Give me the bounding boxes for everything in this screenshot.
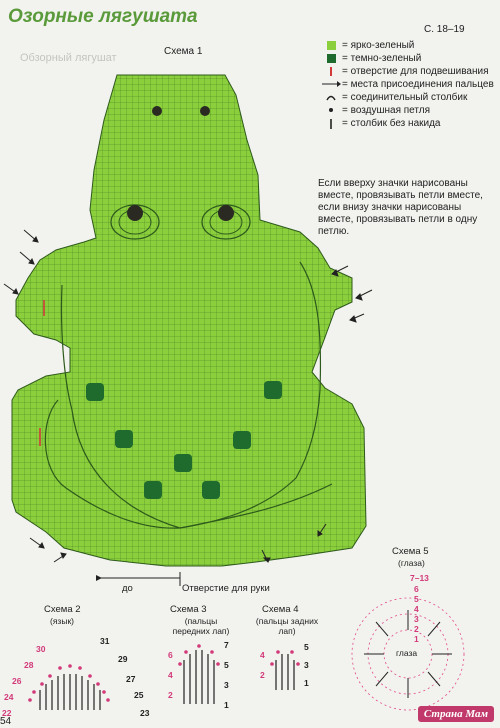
legend-text: = ярко-зеленый — [342, 40, 415, 51]
ghost-text: Обзорный лягушат — [20, 52, 117, 64]
legend-text: = столбик без накида — [342, 118, 441, 129]
legend-text: = отверстие для подвешивания — [342, 66, 489, 77]
scheme5-num: 1 — [414, 634, 419, 644]
scheme1-label: Схема 1 — [164, 46, 203, 57]
scheme3-num: 1 — [224, 700, 229, 710]
do-label: до — [122, 583, 133, 594]
scheme4-num: 1 — [304, 678, 309, 688]
scheme5-num: 6 — [414, 584, 419, 594]
arrow-icon — [96, 575, 102, 581]
scheme2-num: 25 — [134, 690, 144, 700]
scheme5-range: 7–13 — [410, 573, 429, 583]
scheme2-num: 22 — [2, 708, 12, 718]
scheme3-num: 4 — [168, 670, 173, 680]
watermark-logo: Страна Мам — [418, 706, 494, 722]
legend-text: = воздушная петля — [342, 105, 431, 116]
scheme2-num: 23 — [140, 708, 150, 718]
scheme5-num: 5 — [414, 594, 419, 604]
hand-hole-label: Отверстие для руки — [182, 583, 270, 594]
nostril-left — [152, 106, 162, 116]
scheme2-subtitle: (язык) — [50, 616, 74, 626]
scheme4-diagram — [276, 654, 294, 690]
scheme2-title: Схема 2 — [44, 604, 81, 615]
page-number: 54 — [0, 716, 12, 727]
scheme3-diagram — [184, 650, 214, 704]
legend-text: = места присоединения пальцев — [342, 79, 494, 90]
scheme2-num: 27 — [126, 674, 136, 684]
scheme3-num: 2 — [168, 690, 173, 700]
scheme3-num: 6 — [168, 650, 173, 660]
legend-text: = соединительный столбик — [342, 92, 468, 103]
scheme2-num: 26 — [12, 676, 22, 686]
scheme2-num: 29 — [118, 654, 128, 664]
scheme5-num: 4 — [414, 604, 419, 614]
scheme2-num: 31 — [100, 636, 110, 646]
scheme4-title: Схема 4 — [262, 604, 299, 615]
scheme2-diagram — [40, 674, 100, 710]
scheme5-subtitle: (глаза) — [398, 558, 425, 568]
scheme3-num: 7 — [224, 640, 229, 650]
scheme5-num: 2 — [414, 624, 419, 634]
scheme4-num: 2 — [260, 670, 265, 680]
nostril-right — [200, 106, 210, 116]
scheme2-num: 24 — [4, 692, 14, 702]
instructions-note: Если вверху значки нарисованы вместе, провязывать петли вместе, если внизу значки нарисованы вместе, провязывать петли в одну петлю. — [318, 178, 483, 237]
scheme5-num: 3 — [414, 614, 419, 624]
scheme4-num: 5 — [304, 642, 309, 652]
page-title: Озорные лягушата — [8, 6, 198, 27]
scheme4-chain-dots — [270, 650, 300, 666]
scheme3-title: Схема 3 — [170, 604, 207, 615]
scheme3-num: 3 — [224, 680, 229, 690]
legend-text: = темно-зеленый — [342, 53, 422, 64]
frog-grid-body — [0, 60, 380, 580]
scheme5-title: Схема 5 — [392, 546, 429, 557]
scheme3-num: 5 — [224, 660, 229, 670]
scheme4-subtitle: (пальцы задних лап) — [255, 616, 319, 636]
page-reference: С. 18–19 — [424, 24, 465, 35]
scheme2-num: 30 — [36, 644, 46, 654]
scheme3-subtitle: (пальцы передних лап) — [172, 616, 230, 636]
scheme2-num: 28 — [24, 660, 34, 670]
scheme4-num: 3 — [304, 660, 309, 670]
scheme4-num: 4 — [260, 650, 265, 660]
scheme5-center-label: глаза — [396, 648, 418, 658]
